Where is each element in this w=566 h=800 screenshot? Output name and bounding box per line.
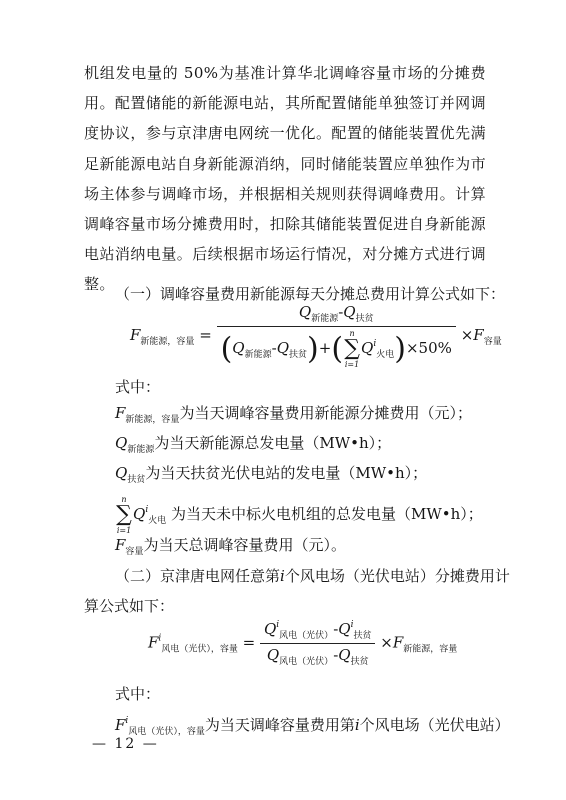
section-heading-1: （一）调峰容量费用新能源每天分摊总费用计算公式如下： (115, 285, 506, 303)
definition-line: $F_{新能源,容量}$为当天调峰容量费用新能源分摊费用（元）； (115, 404, 472, 425)
where-label: 式中： (115, 685, 161, 703)
formula-equals: = (199, 326, 212, 344)
where-label: 式中： (115, 378, 161, 396)
formula-times: × (460, 326, 474, 344)
formula-symbol-F: F (130, 326, 141, 344)
section-heading-2-cont: 算公式如下： (84, 597, 175, 615)
formula-numerator: $Q^i_{风电(光伏)}-Q^i_{扶贫}$ (260, 620, 376, 644)
definition-line: $Q_{扶贫}$为当天扶贫光伏电站的发电量（MW•h）； (115, 464, 428, 485)
page-number: — 12 — (92, 736, 159, 752)
definition-line: $Q_{新能源}$为当天新能源总发电量（MW•h）； (115, 434, 392, 455)
formula-denominator: $(Q_{新能源}-Q_{扶贫})+$( n ∑ i=1 $Q^i_{火电})\times 50\%$ (220, 329, 452, 369)
formula-fraction (217, 303, 456, 369)
body-paragraph: 机组发电量的 50%为基准计算华北调峰容量市场的分摊费用。配置储能的新能源电站，其所配置储能单独签订并网调度协议，参与京津唐电网统一优化。配置的储能装置优先满足新能源电站自身新能源消纳，同时储能装置应单独作为市场主体参与调峰市场，并根据相关规则获得调峰费用。计算调峰容量市场分摊费用时，扣除其储能装置促进自身新能源电站消纳电量。后续根据市场运行情况，对分摊方式进行调整。 (84, 64, 486, 294)
definition-line: n ∑ i=1 $Q^i_{火电}$ 为当天未中标火电机组的总发电量（MW•h）； (116, 495, 483, 535)
section-heading-2: （二）京津唐电网任意第i个风电场（光伏电站）分摊费用计 (115, 567, 510, 585)
formula-fraction (260, 620, 376, 667)
formula-unit-allocation: $F^i_{风电(光伏),容量}$ = $\frac{Q^i_{风电(光伏)}-Q^i_{扶贫}}{Q_{风电(光伏)}-Q_{扶贫}}$ $\times F_{新能源,容量}$ (148, 620, 458, 667)
formula-subscript: 新能源，容量 (140, 337, 195, 347)
sigma-symbol: n ∑ i=1 (344, 329, 360, 369)
definition-line: $F_{容量}$为当天总调峰容量费用（元）。 (115, 536, 346, 557)
definition-line: $F^i_{风电(光伏),容量}$为当天调峰容量费用第i个风电场（光伏电站） (115, 716, 510, 737)
formula-denominator: $Q_{风电(光伏)}-Q_{扶贫}$ (266, 646, 369, 667)
formula-total-allocation: $F_{新能源,容量}$ = $Q_{新能源}-Q_{扶贫}$ $(Q_{新能源}-Q_{扶贫})+$( n ∑ i=1 $Q^i_{火电})\times 50\%$ $\times F_{容量}$ (130, 303, 502, 369)
formula-numerator: $Q_{新能源}-Q_{扶贫}$ (217, 303, 456, 327)
